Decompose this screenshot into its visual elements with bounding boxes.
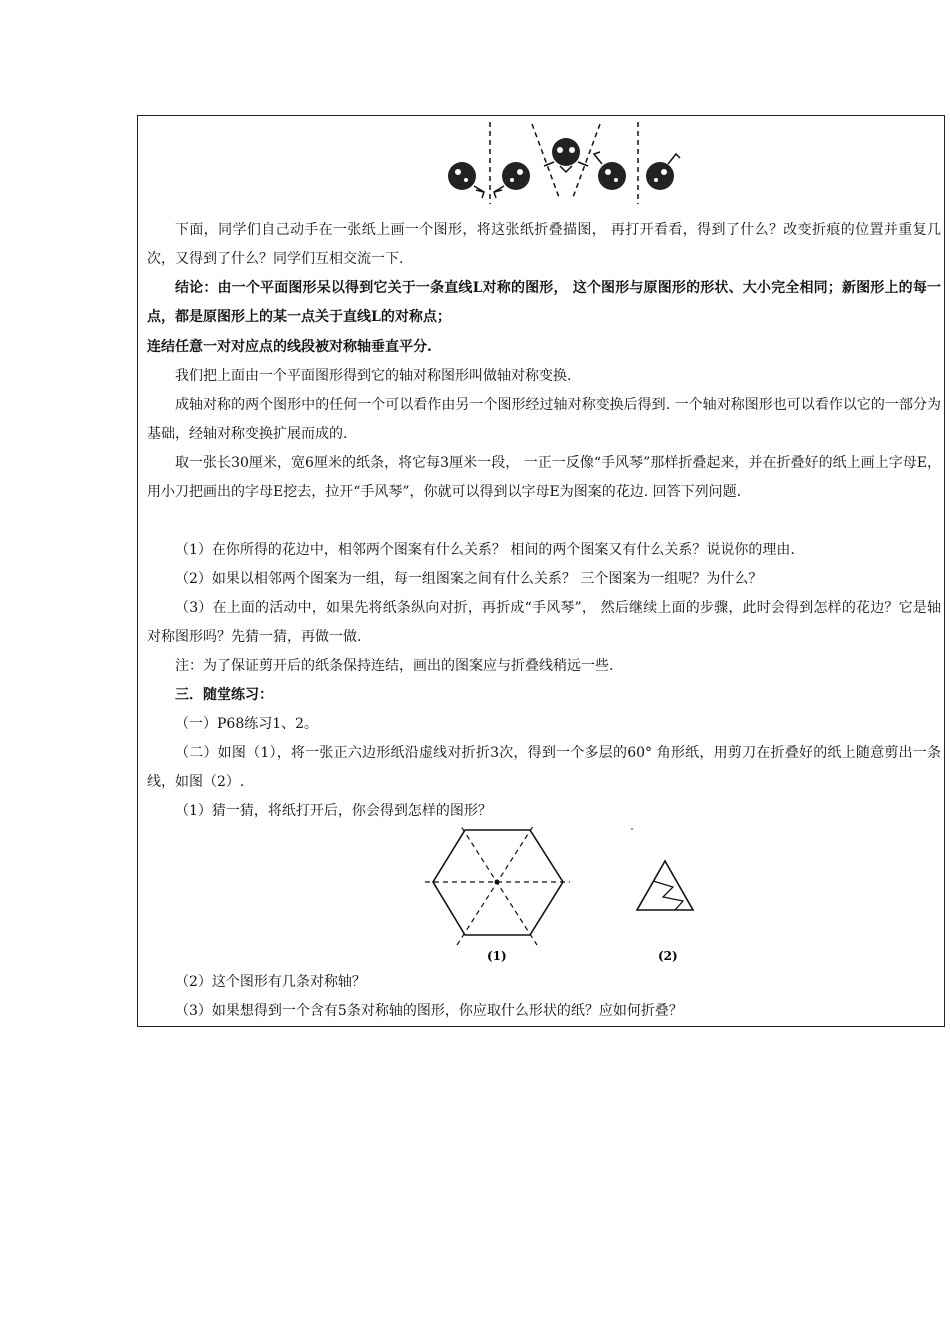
question-2: （2）如果以相邻两个图案为一组，每一组图案之间有什么关系？ 三个图案为一组呢？为什么？ — [175, 571, 763, 587]
figure-2-label: (2) — [658, 949, 678, 963]
hexagon-figure — [425, 825, 575, 965]
figure-1-label: (1) — [487, 949, 507, 963]
symmetry-fish-illustration — [440, 120, 690, 206]
exercise-1: （一）P68练习1、2。 — [175, 716, 319, 732]
section-heading-practice: 三．随堂练习： — [175, 687, 273, 703]
question-1: （1）在你所得的花边中，相邻两个图案有什么关系？ 相间的两个图案又有什么关系？说说你的理由. — [175, 542, 795, 558]
paragraph-definition: 我们把上面由一个平面图形得到它的轴对称图形叫做轴对称变换. — [175, 368, 572, 384]
note: 注：为了保证剪开后的纸条保持连结，画出的图案应与折叠线稍远一些. — [175, 658, 614, 674]
question-3: （3）在上面的活动中，如果先将纸条纵向对折，再折成“手风琴”， 然后继续上面的步骤，此时会得到怎样的花边？它是轴对称图形吗？先猜一猜，再做一做. — [147, 600, 941, 645]
paragraph-fold-activity: 下面，同学们自己动手在一张纸上画一个图形，将这张纸折叠描图， 再打开看看，得到了什么？改变折痕的位置并重复几次，又得到了什么？同学们互相交流一下. — [147, 222, 941, 267]
exercise-2: （二）如图（1），将一张正六边形纸沿虚线对折折3次，得到一个多层的60° 角形纸，用剪刀在折叠好的纸上随意剪出一条线，如图（2）. — [147, 745, 941, 790]
exercise-2-question-1: （1）猜一猜，将纸打开后，你会得到怎样的图形？ — [175, 803, 492, 819]
paragraph-conclusion-cont: 连结任意一对对应点的线段被对称轴垂直平分. — [147, 339, 432, 355]
exercise-2-question-3: （3）如果想得到一个含有5条对称轴的图形，你应取什么形状的纸？应如何折叠？ — [175, 1003, 683, 1019]
paragraph-symmetry-transform: 成轴对称的两个图形中的任何一个可以看作由另一个图形经过轴对称变换后得到. 一个轴对称图形也可以看作以它的一部分为基础，经轴对称变换扩展而成的. — [147, 397, 941, 442]
paragraph-conclusion: 结论：由一个平面图形呆以得到它关于一条直线L对称的图形， 这个图形与原图形的形状、大小完全相同；新图形上的每一点，都是原图形上的某一点关于直线L的对称点； — [147, 280, 941, 325]
exercise-2-question-2: （2）这个图形有几条对称轴？ — [175, 974, 366, 990]
paragraph-accordion-activity: 取一张长30厘米，宽6厘米的纸条，将它每3厘米一段， 一正一反像“手风琴”那样折叠起来，并在折叠好的纸上画上字母E，用小刀把画出的字母E挖去，拉开“手风琴”，你就可以得到以字母E为图案的花边. 回答下列问题. — [147, 455, 941, 500]
triangle-figure — [625, 825, 705, 965]
